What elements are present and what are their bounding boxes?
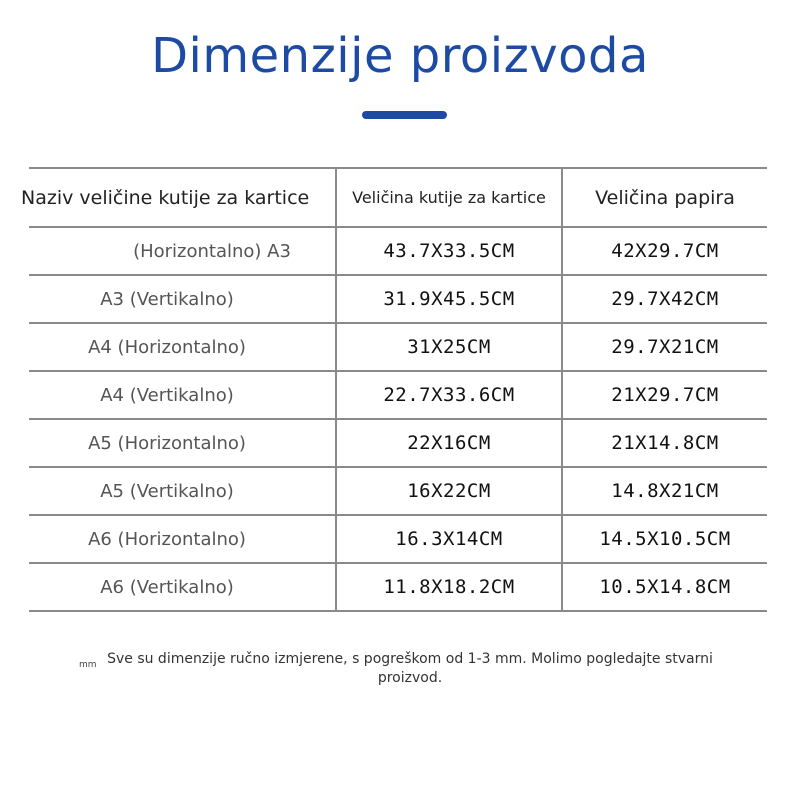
paper-size-cell: 10.5X14.8CM [562,563,767,611]
size-name-cell: (Horizontalno) A3 [29,227,336,275]
paper-size-cell: 21X14.8CM [562,419,767,467]
table-row [29,515,767,563]
box-size-cell: 22X16CM [336,419,562,467]
header-paper-size: Veličina papira [562,168,767,227]
box-size-cell: 43.7X33.5CM [336,227,562,275]
table-row [29,227,767,275]
size-name-cell: A6 (Vertikalno) [29,563,336,611]
ruler-mm-icon: mm [79,660,97,670]
header-box-size: Veličina kutije za kartice [336,168,562,227]
size-name-cell: A4 (Horizontalno) [29,323,336,371]
table-row [29,275,767,323]
box-size-cell: 22.7X33.6CM [336,371,562,419]
table-row [29,323,767,371]
paper-size-cell: 14.5X10.5CM [562,515,767,563]
size-name-cell: A6 (Horizontalno) [29,515,336,563]
table-header-row [29,168,767,227]
table-row [29,419,767,467]
paper-size-cell: 29.7X21CM [562,323,767,371]
title-underline [362,111,447,119]
measurement-note: Sve su dimenzije ručno izmjerene, s pogreškom od 1-3 mm. Molimo pogledajte stvarni proizvod. [107,651,713,686]
box-size-cell: 11.8X18.2CM [336,563,562,611]
paper-size-cell: 42X29.7CM [562,227,767,275]
size-name-cell: A5 (Horizontalno) [29,419,336,467]
size-name-cell: A4 (Vertikalno) [29,371,336,419]
box-size-cell: 31.9X45.5CM [336,275,562,323]
box-size-cell: 16X22CM [336,467,562,515]
header-size-name: Naziv veličine kutije za kartice [29,168,336,227]
paper-size-cell: 14.8X21CM [562,467,767,515]
box-size-cell: 31X25CM [336,323,562,371]
paper-size-cell: 21X29.7CM [562,371,767,419]
size-name-cell: A3 (Vertikalno) [29,275,336,323]
table-row [29,467,767,515]
table-row [29,563,767,611]
table-row [29,371,767,419]
size-name-cell: A5 (Vertikalno) [29,467,336,515]
paper-size-cell: 29.7X42CM [562,275,767,323]
box-size-cell: 16.3X14CM [336,515,562,563]
dimensions-table [21,167,767,612]
page-title: Dimenzije proizvoda [151,28,649,84]
